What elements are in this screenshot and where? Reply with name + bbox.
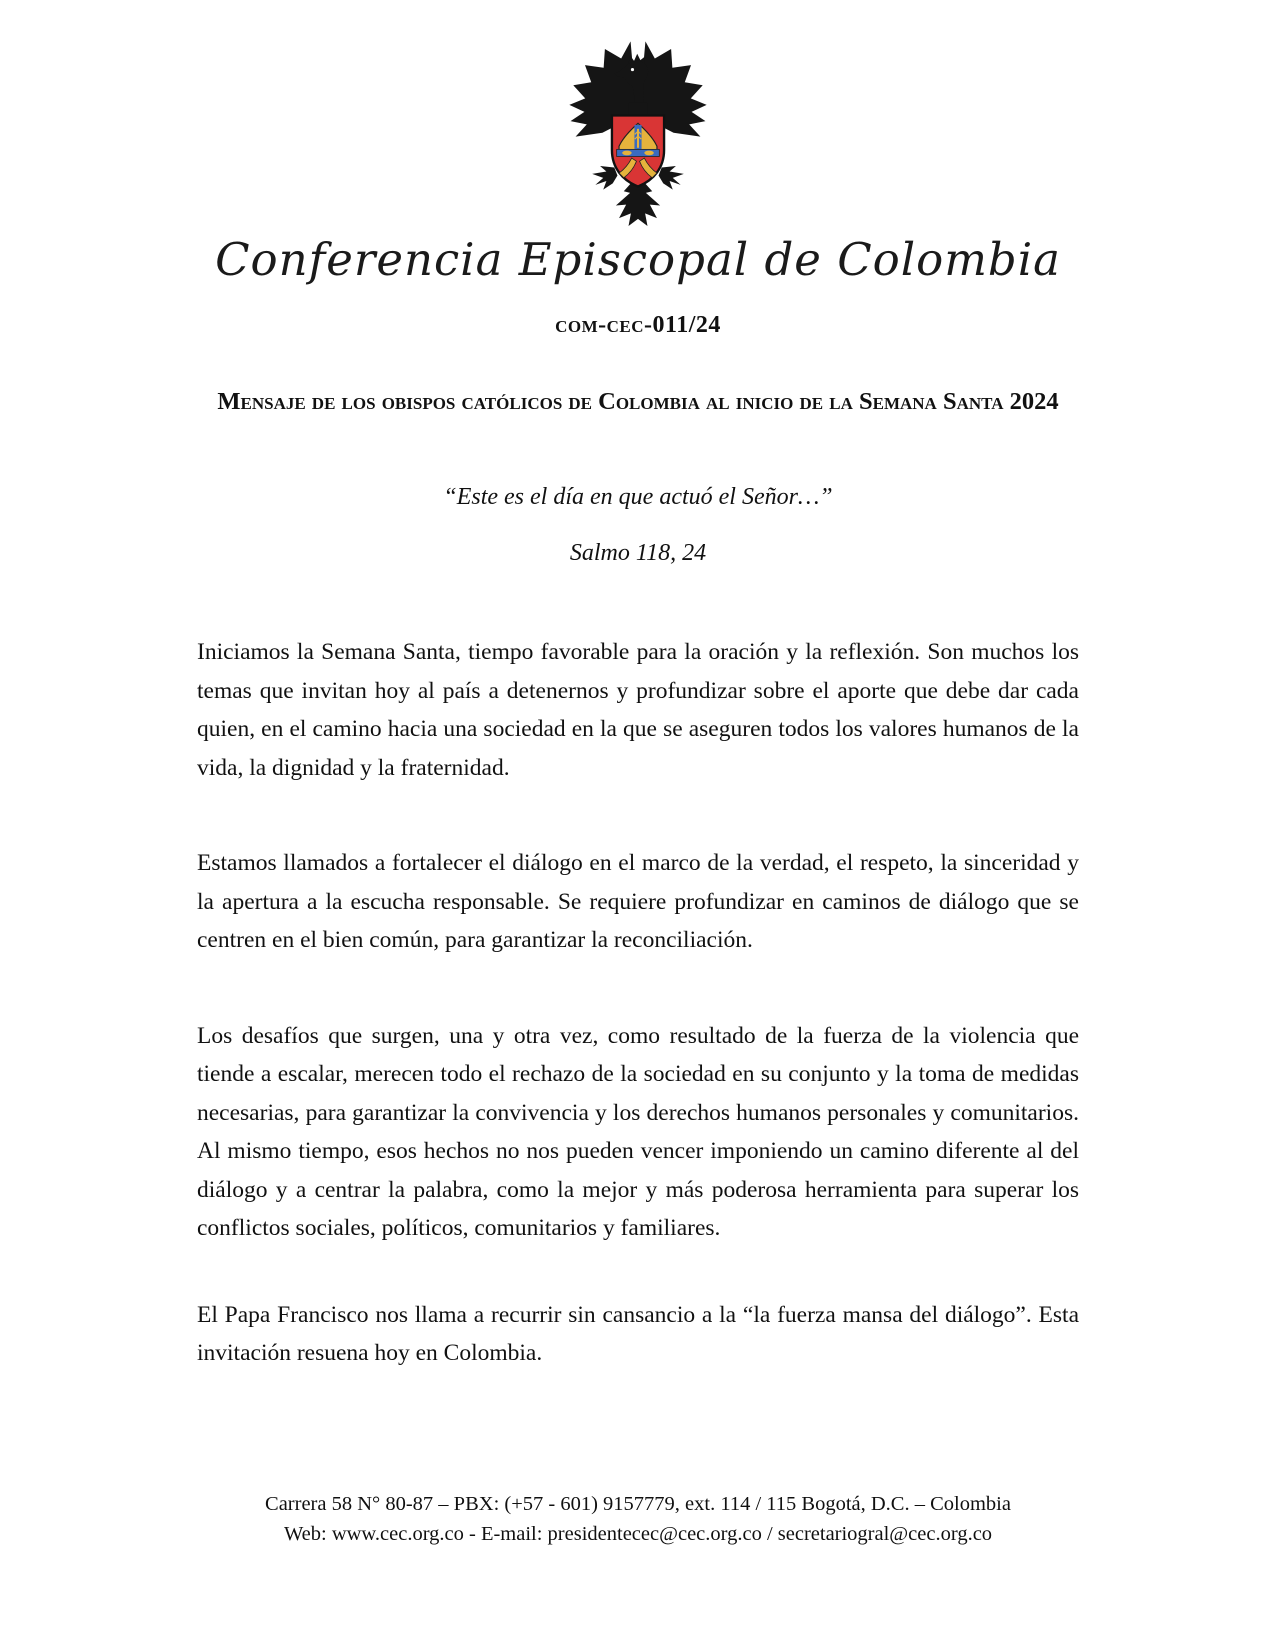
epigraph-source: Salmo 118, 24 (569, 540, 707, 566)
page-footer (0, 1489, 1276, 1549)
org-name: Conferencia Episcopal de Colombia (215, 233, 1061, 286)
document-body (197, 633, 1079, 1373)
letterhead (0, 0, 1276, 286)
body-paragraph: Estamos llamados a fortalecer el diálogo en el marco de la verdad, el respeto, la sinceridad y la apertura a la escucha responsable. Se requiere profundizar en caminos de diálogo que se centren en el bien común, para garantizar la reconciliación. (197, 850, 1079, 953)
coat-of-arms-icon (559, 33, 717, 231)
footer-contact: Web: www.cec.org.co - E-mail: presidentecec@cec.org.co / secretariogral@cec.org.co (283, 1523, 993, 1545)
document-code: com-cec-011/24 (555, 312, 721, 338)
body-paragraph: El Papa Francisco nos llama a recurrir sin cansancio a la “la fuerza mansa del diálogo”. Esta invitación resuena hoy en Colombia. (197, 1301, 1079, 1366)
body-paragraph: Iniciamos la Semana Santa, tiempo favorable para la oración y la reflexión. Son muchos los temas que invitan hoy al país a detenernos y profundizar sobre el aporte que debe dar cada quien, en el camino hacia una sociedad en la que se aseguren todos los valores humanos de la vida, la dignidad y la fraternidad. (197, 639, 1079, 781)
footer-address: Carrera 58 N° 80-87 – PBX: (+57 - 601) 9157779, ext. 114 / 115 Bogotá, D.C. – Colombia (265, 1493, 1011, 1515)
document-title: Mensaje de los obispos católicos de Colombia al inicio de la Semana Santa 2024 (217, 388, 1059, 415)
epigraph-quote: “Este es el día en que actuó el Señor…” (443, 484, 833, 510)
body-paragraph: Los desafíos que surgen, una y otra vez, como resultado de la fuerza de la violencia que tiende a escalar, merecen todo el rechazo de la sociedad en su conjunto y la toma de medidas necesarias, para garantizar la convivencia y los derechos humanos personales y comunitarios. Al mismo tiempo, esos hechos no nos pueden vencer imponiendo un camino diferente al del diálogo y a centrar la palabra, como la mejor y más poderosa herramienta para superar los conflictos sociales, políticos, comunitarios y familiares. (197, 1022, 1079, 1241)
